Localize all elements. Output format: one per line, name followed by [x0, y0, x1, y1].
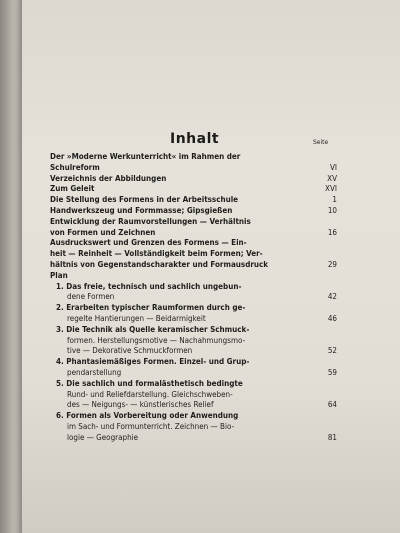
entry-text — [56, 357, 313, 379]
entry-line: formen. Herstellungsmotive — Nachahmungsmo- — [67, 335, 246, 345]
entry-page-number: 16 — [327, 227, 337, 237]
entry-text — [56, 379, 313, 411]
toc-entry — [50, 184, 337, 195]
entry-line: 1. Das freie, technisch und sachlich ungebun- — [56, 281, 242, 291]
entry-line: Zum Geleit — [50, 184, 95, 194]
entry-page-number: 10 — [327, 205, 337, 215]
entry-line: Ausdruckswert und Grenzen des Formens — Ein- — [50, 238, 247, 248]
entry-text — [50, 152, 313, 174]
entry-line: Der »Moderne Werkunterricht« im Rahmen der — [50, 152, 241, 161]
entry-page-number: 59 — [327, 367, 337, 377]
entry-line: logie — Geographie — [67, 432, 139, 442]
entry-line: 6. Formen als Vorbereitung oder Anwendung — [56, 411, 239, 421]
toc-entry — [50, 195, 337, 206]
entry-page-number: 29 — [327, 259, 337, 269]
entry-text — [56, 282, 313, 304]
entry-text — [50, 174, 313, 185]
table-of-contents — [50, 152, 337, 444]
plan-entry — [50, 303, 337, 325]
toc-title: Inhalt — [170, 131, 220, 147]
entry-text — [56, 325, 313, 357]
plan-entries — [50, 282, 337, 444]
entry-text — [50, 195, 313, 206]
entry-line: 3. Die Technik als Quelle keramischer Schmuck- — [56, 324, 250, 334]
entry-text — [50, 217, 313, 239]
entry-text — [50, 206, 313, 217]
entry-page-number: XV — [327, 173, 337, 183]
entry-page-number: 1 — [332, 195, 337, 205]
plan-entry — [50, 282, 337, 304]
entry-line: Rund- und Reliefdarstellung. Gleichschweben- — [67, 389, 233, 399]
entry-text — [50, 238, 313, 270]
entry-text — [56, 411, 313, 443]
toc-entries — [50, 152, 337, 282]
entry-text — [50, 271, 313, 282]
entry-text — [50, 184, 313, 195]
entry-page-number: 46 — [327, 313, 337, 323]
entry-line: Plan — [50, 270, 68, 280]
entry-line: Handwerkszeug und Formmasse; Gipsgießen — [50, 205, 233, 215]
entry-page-number: 81 — [327, 432, 337, 442]
entry-page-number: 64 — [327, 400, 337, 410]
plan-entry — [50, 357, 337, 379]
page-column-label: Seite — [313, 139, 329, 146]
toc-entry — [50, 206, 337, 217]
entry-line: tive — Dekorative Schmuckformen — [67, 346, 193, 356]
entry-line: des — Neigungs- — künstlerisches Relief — [67, 400, 214, 410]
entry-line: pendarstellung — [67, 367, 122, 377]
toc-entry — [50, 174, 337, 185]
entry-line: Die Stellung des Formens in der Arbeitsschule — [50, 195, 239, 205]
plan-entry — [50, 325, 337, 357]
entry-text — [56, 303, 313, 325]
entry-line: 4. Phantasiemäßiges Formen. Einzel- und Grup- — [56, 357, 250, 367]
toc-entry — [50, 238, 337, 270]
entry-page-number: 42 — [327, 292, 337, 302]
plan-entry — [50, 411, 337, 443]
entry-line: Verzeichnis der Abbildungen — [50, 173, 167, 183]
toc-entry — [50, 217, 337, 239]
entry-line: Schulreform — [50, 162, 100, 172]
entry-line: Entwicklung der Raumvorstellungen — Verhältnis — [50, 216, 251, 226]
plan-entry — [50, 379, 337, 411]
entry-page-number: VI — [329, 162, 337, 172]
toc-entry — [50, 152, 337, 174]
entry-line: 2. Erarbeiten typischer Raumformen durch ge- — [56, 303, 246, 313]
entry-page-number: 52 — [327, 346, 337, 356]
entry-page-number: XVI — [325, 184, 337, 194]
entry-line: hältnis von Gegenstandscharakter und Formausdruck — [50, 259, 269, 269]
entry-line: im Sach- und Formunterricht. Zeichnen — Bio- — [67, 421, 235, 431]
entry-line: von Formen und Zeichnen — [50, 227, 156, 237]
entry-line: heit — Reinheit — Vollständigkeit beim Formen; Ver- — [50, 249, 263, 259]
entry-line: dene Formen — [67, 292, 115, 302]
toc-entry — [50, 271, 337, 282]
entry-line: regelte Hantierungen — Beidarmigkeit — [67, 313, 206, 323]
entry-line: 5. Die sachlich und formalästhetisch bedingte — [56, 378, 243, 388]
